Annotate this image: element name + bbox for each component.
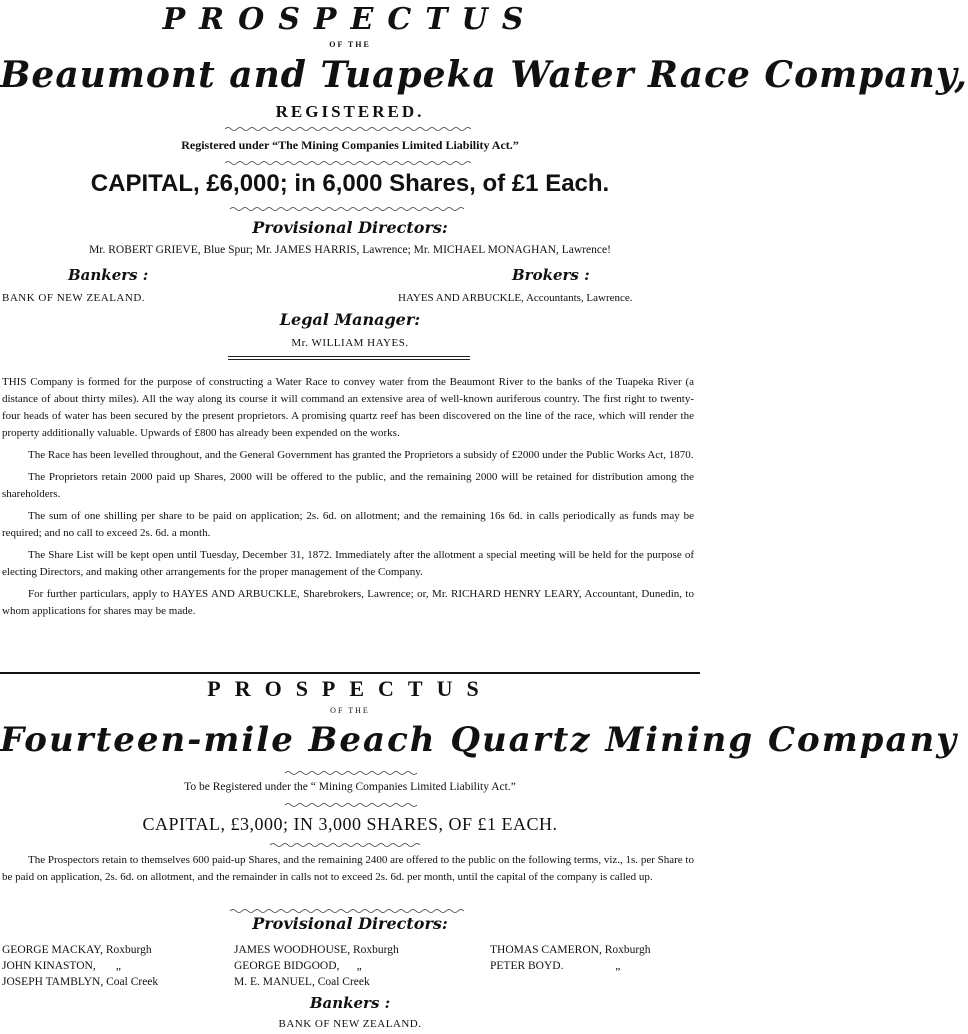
paragraph-1: THIS Company is formed for the purpose of constructing a Water Race to convey water from the Beaumont River to the banks of the Tuapeka River (a distance of about thirty miles). All the way along its course it will command an extensive area of well-known auriferous country. The first right to twenty-four heads of water has been secured by the present proprietors. A promising quartz reef has been discovered on the line of the race, which will render the property additionally valuable. Upwards of £800 has already been expended on the works. [2, 376, 694, 439]
bankers-heading-2: Bankers : [309, 994, 391, 1012]
body-text-1 [2, 374, 694, 625]
double-rule [228, 359, 470, 360]
section-divider [0, 672, 700, 674]
wavy-divider [285, 802, 425, 808]
directors-column-3 [490, 942, 650, 974]
wavy-divider [225, 160, 475, 166]
paragraph-6: For further particulars, apply to HAYES AND ARBUCKLE, Sharebrokers, Lawrence; or, Mr. RICHARD HENRY LEARY, Accountant, Dunedin, to whom applications for shares may be made. [2, 588, 694, 617]
paragraph-2: The Race has been levelled throughout, and the General Government has granted the Proprietors a subsidy of £2000 under the Public Works Act, 1870. [28, 449, 694, 461]
capital-line-1: CAPITAL, £6,000; in 6,000 Shares, of £1 Each. [90, 170, 610, 197]
wavy-divider [285, 770, 425, 776]
bankers-heading-1: Bankers : [68, 266, 149, 284]
registered-label: REGISTERED. [275, 102, 425, 121]
brokers-heading: Brokers : [512, 266, 590, 284]
paragraph-4: The sum of one shilling per share to be paid on application; 2s. 6d. on allotment; and the remaining 16s 6d. in calls periodically as funds may be required; and no call to exceed 2s. 6d. a month. [2, 510, 694, 539]
of-the-label-2: OF THE [330, 706, 370, 715]
body-text-2: The Prospectors retain to themselves 600 paid-up Shares, and the remaining 2400 are offered to the public on the following terms, viz., 1s. per Share to be paid on application, 2s. 6d. on allotment, and the remainder in calls not to exceed 2s. 6d. per month, until the capital of the company is called up. [2, 854, 694, 883]
directors-line-1: Mr. ROBERT GRIEVE, Blue Spur; Mr. JAMES HARRIS, Lawrence; Mr. MICHAEL MONAGHAN, Lawrence! [89, 244, 611, 256]
directors-column-1 [2, 942, 158, 990]
company-name-1: Beaumont and Tuapeka Water Race Company, [0, 54, 968, 96]
wavy-divider [225, 126, 475, 132]
double-rule [228, 356, 470, 357]
brokers-value: HAYES AND ARBUCKLE, Accountants, Lawrence. [398, 292, 633, 304]
bankers-value-2: BANK OF NEW ZEALAND. [278, 1018, 422, 1030]
paragraph-5: The Share List will be kept open until Tuesday, December 31, 1872. Immediately after the allotment a special meeting will be held for the purpose of electing Directors, and making other arrangements for the proper management of the Company. [2, 549, 694, 578]
directors-column-2 [234, 942, 399, 990]
director-name: JAMES WOODHOUSE, Roxburgh [234, 944, 399, 956]
director-name: GEORGE MACKAY, Roxburgh [2, 944, 152, 956]
legal-manager-heading: Legal Manager: [279, 310, 421, 329]
director-name: THOMAS CAMERON, Roxburgh [490, 944, 651, 956]
director-name: M. E. MANUEL, Coal Creek [234, 976, 370, 988]
capital-line-2: CAPITAL, £3,000; IN 3,000 SHARES, OF £1 EACH. [142, 814, 558, 834]
director-name: JOHN KINASTON, „ [2, 960, 121, 972]
act-line-1: Registered under “The Mining Companies Limited Liability Act.” [181, 138, 519, 152]
director-name: PETER BOYD. „ [490, 960, 621, 972]
company-name-2: Fourteen-mile Beach Quartz Mining Company [0, 720, 958, 760]
paragraph-3: The Proprietors retain 2000 paid up Shares, 2000 will be offered to the public, and the remaining 2000 will be retained for distribution among the shareholders. [2, 471, 694, 500]
directors-heading-1: Provisional Directors: [252, 218, 448, 237]
director-name: JOSEPH TAMBLYN, Coal Creek [2, 976, 159, 988]
prospectus-heading-2: PROSPECTUS [207, 676, 493, 701]
bankers-value-1: BANK OF NEW ZEALAND. [2, 292, 146, 304]
prospectus-heading-1: PROSPECTUS [162, 2, 538, 37]
wavy-divider [230, 206, 470, 212]
directors-heading-2: Provisional Directors: [252, 914, 448, 933]
wavy-divider [270, 842, 430, 848]
of-the-label-1: OF THE [329, 40, 371, 49]
director-name: GEORGE BIDGOOD, „ [234, 960, 362, 972]
legal-manager-value: Mr. WILLIAM HAYES. [291, 337, 409, 349]
act-line-2: To be Registered under the “ Mining Companies Limited Liability Act.” [184, 781, 516, 793]
